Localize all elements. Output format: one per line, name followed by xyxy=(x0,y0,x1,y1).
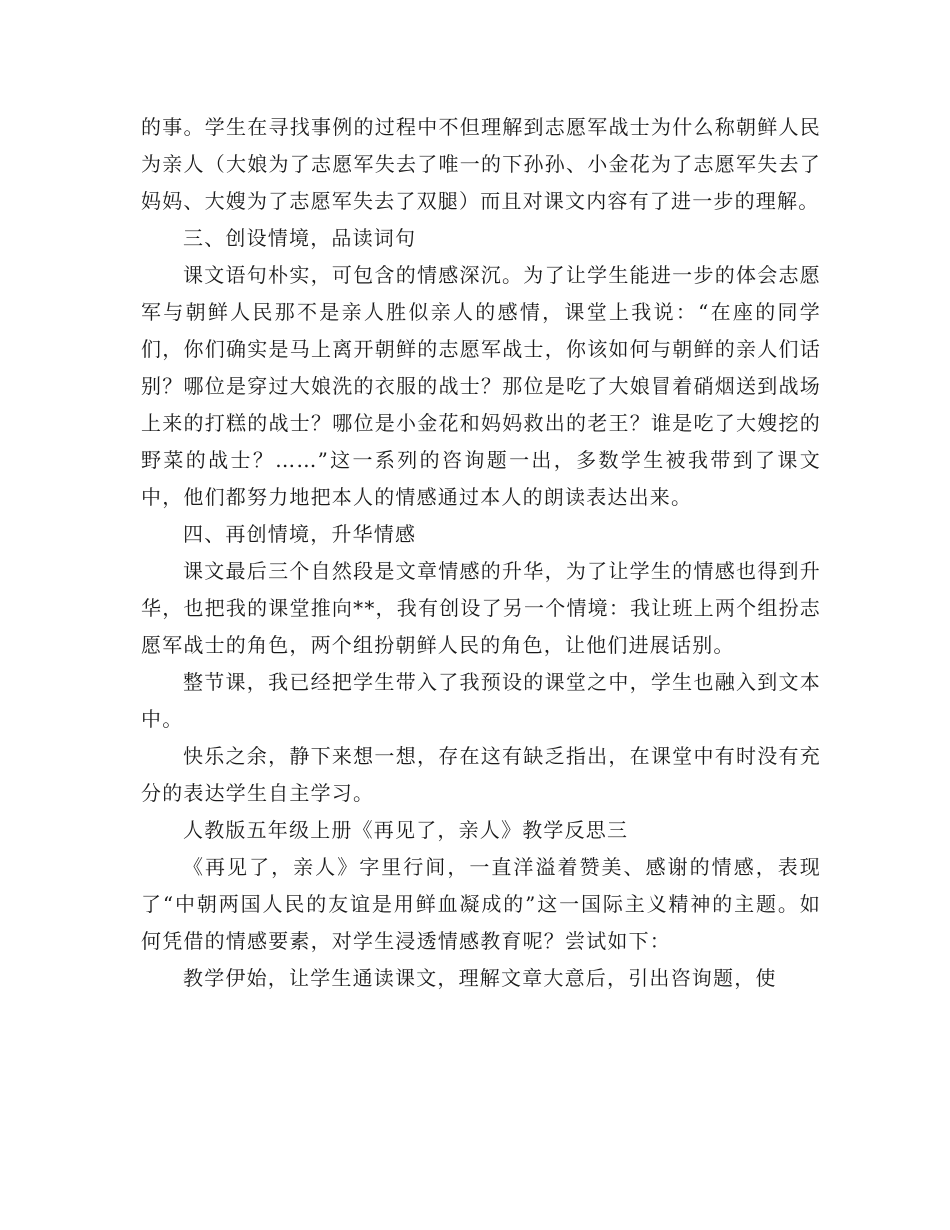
paragraph-intro: 《再见了，亲人》字里行间，一直洋溢着赞美、感谢的情感，表现了“中朝两国人民的友谊是用鲜血凝成的”这一国际主义精神的主题。如何凭借的情感要素，对学生浸透情感教育呢？尝试如下： xyxy=(141,855,821,953)
document-body xyxy=(141,109,821,997)
section-heading-3: 三、创设情境，品读词句 xyxy=(183,226,417,250)
paragraph-reflection: 快乐之余，静下来想一想，存在这有缺乏指出，在课堂中有时没有充分的表达学生自主学习。 xyxy=(141,744,821,805)
paragraph-section-3: 课文语句朴实，可包含的情感深沉。为了让学生能进一步的体会志愿军与朝鲜人民那不是亲人胜似亲人的感情，课堂上我说：“在座的同学们，你们确实是马上离开朝鲜的志愿军战士，你该如何与朝鲜的亲人们话别？哪位是穿过大娘洗的衣服的战士？那位是吃了大娘冒着硝烟送到战场上来的打糕的战士？哪位是小金花和妈妈救出的老王？谁是吃了大嫂挖的野菜的战士？……”这一系列的咨询题一出，多数学生被我带到了课文中，他们都努力地把本人的情感通过本人的朗读表达出来。 xyxy=(141,263,821,509)
paragraph-section-4: 课文最后三个自然段是文章情感的升华，为了让学生的情感也得到升华，也把我的课堂推向**，我有创设了另一个情境：我让班上两个组扮志愿军战士的角色，两个组扮朝鲜人民的角色，让他们进展话别。 xyxy=(141,559,821,657)
section-heading-4: 四、再创情境，升华情感 xyxy=(183,522,417,546)
article-title: 人教版五年级上册《再见了，亲人》教学反思三 xyxy=(183,818,629,842)
paragraph-summary: 整节课，我已经把学生带入了我预设的课堂之中，学生也融入到文本中。 xyxy=(141,670,821,731)
paragraph-continuation: 的事。学生在寻找事例的过程中不但理解到志愿军战士为什么称朝鲜人民为亲人（大娘为了志愿军失去了唯一的下孙孙、小金花为了志愿军失去了妈妈、大嫂为了志愿军失去了双腿）而且对课文内容有了进一步的理解。 xyxy=(141,115,821,213)
paragraph-teaching-start: 教学伊始，让学生通读课文，理解文章大意后，引出咨询题，使 xyxy=(183,966,777,990)
